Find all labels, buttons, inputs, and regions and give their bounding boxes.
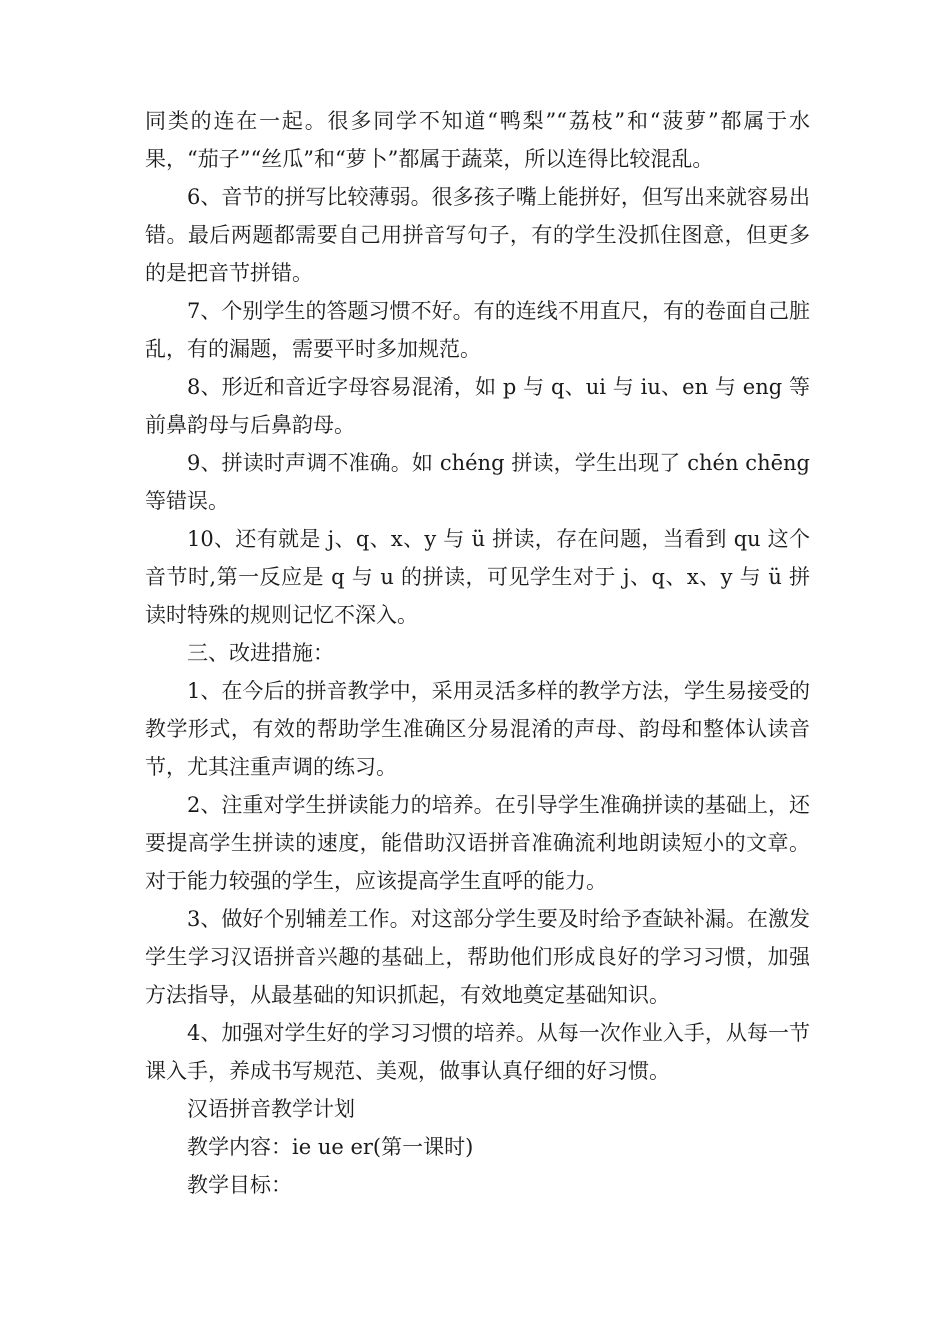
paragraph-measure-3: 3、做好个别辅差工作。对这部分学生要及时给予查缺补漏。在激发学生学习汉语拼音兴趣的基础上，帮助他们形成良好的学习习惯，加强方法指导，从最基础的知识抓起，有效地奠定基础知识。: [145, 907, 810, 1007]
document-page: [145, 102, 810, 1204]
paragraph-measure-1: 1、在今后的拼音教学中，采用灵活多样的教学方法，学生易接受的教学形式，有效的帮助学生准确区分易混淆的声母、韵母和整体认读音节，尤其注重声调的练习。: [145, 679, 810, 779]
teaching-content: 教学内容：ie ue er(第一课时): [187, 1135, 474, 1159]
plan-title: 汉语拼音教学计划: [187, 1097, 355, 1121]
paragraph-item-6: 6、音节的拼写比较薄弱。很多孩子嘴上能拼好，但写出来就容易出错。最后两题都需要自己用拼音写句子，有的学生没抓住图意，但更多的是把音节拼错。: [145, 185, 810, 285]
teaching-goals-label: 教学目标：: [187, 1173, 292, 1197]
paragraph-continued-fruit-vegetable: 同类的连在一起。很多同学不知道“鸭梨”“荔枝”和“菠萝”都属于水果，“茄子”“丝瓜”和“萝卜”都属于蔬菜，所以连得比较混乱。: [145, 109, 810, 171]
paragraph-item-8: 8、形近和音近字母容易混淆，如 p 与 q、ui 与 iu、en 与 eng 等前鼻韵母与后鼻韵母。: [145, 375, 810, 437]
paragraph-measure-2: 2、注重对学生拼读能力的培养。在引导学生准确拼读的基础上，还要提高学生拼读的速度，能借助汉语拼音准确流利地朗读短小的文章。对于能力较强的学生，应该提高学生直呼的能力。: [145, 793, 810, 893]
paragraph-measure-4: 4、加强对学生好的学习习惯的培养。从每一次作业入手，从每一节课入手，养成书写规范、美观，做事认真仔细的好习惯。: [145, 1021, 810, 1083]
paragraph-item-9: 9、拼读时声调不准确。如 chéng 拼读，学生出现了 chén chēng 等错误。: [145, 451, 810, 513]
paragraph-item-7: 7、个别学生的答题习惯不好。有的连线不用直尺，有的卷面自己脏乱，有的漏题，需要平时多加规范。: [145, 299, 810, 361]
section-heading-improvements: 三、改进措施：: [187, 641, 334, 665]
paragraph-item-10: 10、还有就是 j、q、x、y 与 ü 拼读，存在问题，当看到 qu 这个音节时,第一反应是 q 与 u 的拼读，可见学生对于 j、q、x、y 与 ü 拼读时特殊的规则记忆不深入。: [145, 527, 810, 627]
